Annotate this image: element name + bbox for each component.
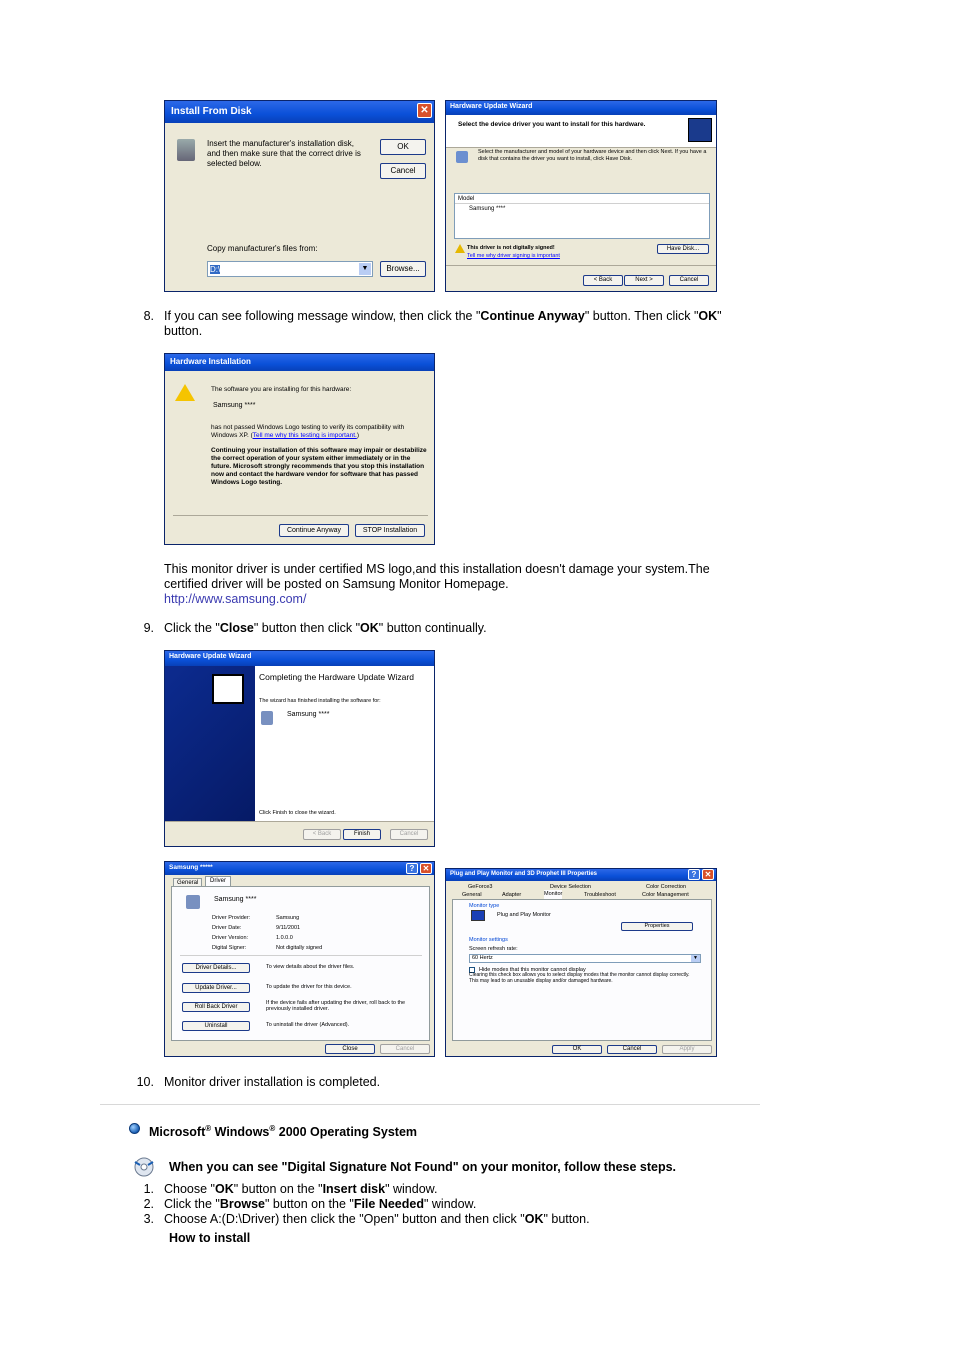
- step-text-part: " button on the ": [265, 1197, 354, 1211]
- step-text-bold: OK: [698, 309, 718, 323]
- hardware-installation-dialog: [164, 353, 435, 545]
- hide-modes-description: Clearing this check box allows you to select display modes that the monitor cannot display correctly. This may lead to an unusable display and/or damaged hardware.: [469, 972, 690, 984]
- stop-installation-button[interactable]: STOP Installation: [355, 524, 425, 537]
- section-title-part: 2000 Operating System: [275, 1125, 418, 1140]
- wizard-logo-icon: [212, 674, 244, 704]
- row-value: Samsung: [276, 915, 300, 921]
- wizard-description: Select the manufacturer and model of your hardware device and then click Next. If you have a disk that contains the driver you want to install, click Have Disk.: [478, 149, 707, 162]
- action-desc: To view details about the driver files.: [266, 964, 355, 970]
- monitor-settings-label: Monitor settings: [469, 937, 508, 943]
- wizard-title: Hardware Update Wizard: [169, 653, 252, 660]
- logo-testing-link[interactable]: Tell me why this testing is important.: [252, 432, 357, 439]
- dialog-title: Samsung *****: [169, 864, 213, 871]
- refresh-rate-label: Screen refresh rate:: [469, 946, 518, 952]
- copy-from-label: Copy manufacturer's files from:: [207, 244, 318, 253]
- monitor-icon: [471, 910, 485, 921]
- title-bar: [165, 354, 434, 371]
- action-desc: To uninstall the driver (Advanced).: [266, 1022, 350, 1028]
- monitor-icon: [186, 895, 200, 909]
- cancel-button[interactable]: Cancel: [380, 1044, 430, 1054]
- ok-button[interactable]: OK: [380, 139, 426, 155]
- update-driver-button[interactable]: Update Driver...: [182, 983, 250, 993]
- bold-warning: Continuing your installation of this software may impair or destabilize the correct operation of your system either immediately or in the future. Microsoft strongly recommends that you stop this installation now and contact the hardware vendor for software that has passed Windows Logo testing.: [211, 447, 427, 486]
- step-text-bold: OK: [524, 1212, 544, 1226]
- monitor-tab-panel: [452, 899, 712, 1041]
- step-number: 1.: [143, 1182, 154, 1196]
- cancel-button[interactable]: Cancel: [380, 163, 426, 179]
- tab-general[interactable]: General: [462, 892, 482, 898]
- wizard-title: Hardware Update Wizard: [450, 103, 533, 110]
- divider: [446, 147, 717, 148]
- driver-tab-panel: [171, 886, 430, 1041]
- dialog-title: Hardware Installation: [170, 357, 251, 366]
- completing-sub: The wizard has finished installing the software for:: [259, 698, 381, 704]
- step-text-bold: File Needed: [353, 1197, 424, 1211]
- device-name: Samsung ****: [213, 402, 256, 409]
- step-text-part: " window.: [423, 1197, 477, 1211]
- registered-mark: ®: [205, 1124, 212, 1133]
- row-label: Driver Provider:: [212, 915, 251, 921]
- certification-note: [164, 562, 784, 607]
- note-line: certified driver will be posted on Samsung Monitor Homepage.: [164, 577, 509, 591]
- dialog-title: Install From Disk: [171, 106, 252, 117]
- disk-icon: [177, 139, 195, 161]
- step-text: [164, 309, 764, 339]
- step-text: Monitor driver installation is completed.: [164, 1075, 381, 1089]
- tab-monitor[interactable]: Monitor: [544, 891, 563, 897]
- row-value: Not digitally signed: [276, 945, 323, 951]
- divider: [173, 515, 428, 516]
- hide-modes-label: Hide modes that this monitor cannot display: [479, 967, 586, 973]
- continue-anyway-button[interactable]: Continue Anyway: [279, 524, 349, 537]
- refresh-rate-value: 60 Hertz: [472, 955, 493, 961]
- step-text: [164, 1182, 437, 1197]
- step-text-part: Click the ": [164, 621, 220, 635]
- refresh-rate-select[interactable]: [469, 954, 701, 963]
- divider: [180, 955, 422, 956]
- row-label: Digital Signer:: [212, 945, 247, 951]
- section-divider: [100, 1104, 760, 1105]
- driver-signing-link[interactable]: Tell me why driver signing is important: [467, 253, 560, 259]
- step-text-part: button.: [164, 324, 203, 338]
- title-bar: [446, 869, 716, 881]
- step-text-bold: OK: [360, 621, 379, 635]
- tab-adapter[interactable]: Adapter: [502, 892, 522, 898]
- step-text-bold: Insert disk: [322, 1182, 386, 1196]
- step-text-part: " button. Then click ": [584, 309, 699, 323]
- action-desc: To update the driver for this device.: [266, 984, 352, 990]
- have-disk-button[interactable]: Have Disk...: [657, 244, 709, 254]
- step-text: [164, 621, 764, 636]
- finish-hint: Click Finish to close the wizard.: [259, 810, 336, 816]
- wizard-header-text: Select the device driver you want to install for this hardware.: [458, 121, 646, 128]
- section-title: [149, 1121, 417, 1140]
- title-bar: [165, 651, 434, 666]
- cancel-button[interactable]: Cancel: [390, 829, 428, 840]
- install-line1: The software you are installing for this hardware:: [211, 386, 352, 393]
- step-text-part: " button then click ": [253, 621, 361, 635]
- list-header-divider: [455, 203, 709, 204]
- title-bar: [165, 101, 434, 123]
- uninstall-button[interactable]: Uninstall: [182, 1021, 250, 1031]
- wizard-sidebar: [165, 666, 255, 821]
- dialog-title: Plug and Play Monitor and 3D Prophet III Properties: [450, 871, 598, 877]
- warning-icon: [455, 244, 465, 253]
- browse-button[interactable]: Browse...: [380, 261, 426, 277]
- step-text-part: " button continually.: [378, 621, 487, 635]
- close-icon[interactable]: ✕: [417, 103, 432, 118]
- step-text-part: " button on the ": [233, 1182, 323, 1196]
- divider: [446, 265, 717, 266]
- unsigned-warning: This driver is not digitally signed!: [467, 245, 555, 251]
- back-button[interactable]: < Back: [303, 829, 341, 840]
- row-value: 1.0.0.0: [276, 935, 293, 941]
- close-icon[interactable]: ✕: [702, 869, 714, 880]
- hardware-icon: [688, 118, 712, 142]
- step-text-part: ": [717, 309, 722, 323]
- title-bar: [165, 862, 434, 875]
- step-text-part: " button.: [543, 1212, 590, 1226]
- monitor-properties-dialog: [445, 868, 717, 1057]
- step-text-bold: OK: [215, 1182, 234, 1196]
- install-from-disk-dialog: [164, 100, 435, 292]
- cd-icon: [131, 1156, 157, 1178]
- completing-heading: Completing the Hardware Update Wizard: [259, 672, 414, 682]
- step-text-part: If you can see following message window, then click the ": [164, 309, 481, 323]
- step-number: 10.: [136, 1075, 154, 1089]
- driver-properties-dialog: [164, 861, 435, 1057]
- step-text-part: Choose A:(D:\Driver) then click the "Open" button and then click ": [164, 1212, 525, 1226]
- ok-button[interactable]: OK: [552, 1045, 602, 1054]
- tab-troubleshoot[interactable]: Troubleshoot: [584, 892, 616, 898]
- warning-icon: [175, 384, 195, 401]
- step-text-part: " window.: [385, 1182, 438, 1196]
- chevron-down-icon[interactable]: ▼: [691, 955, 700, 962]
- driver-details-button[interactable]: Driver Details...: [182, 963, 250, 973]
- note-line: This monitor driver is under certified MS logo,and this installation doesn't damage your system.The: [164, 562, 710, 576]
- tab-general[interactable]: General: [173, 878, 202, 889]
- row-label: Driver Date:: [212, 925, 242, 931]
- next-button[interactable]: Next >: [624, 275, 664, 286]
- finish-button[interactable]: Finish: [343, 829, 381, 840]
- insert-disk-message: Insert the manufacturer's installation disk, and then make sure that the correct drive is selected below.: [207, 139, 361, 168]
- hardware-update-wizard-select: [445, 100, 717, 292]
- help-icon[interactable]: ?: [406, 863, 418, 874]
- bullet-icon: [129, 1123, 140, 1134]
- tab-geforce3[interactable]: GeForce3: [468, 884, 493, 890]
- close-button[interactable]: Close: [325, 1044, 375, 1054]
- title-bar: [446, 101, 716, 115]
- back-button[interactable]: < Back: [583, 275, 623, 286]
- install-line2-end: ): [356, 432, 360, 439]
- monitor-icon: [261, 711, 273, 725]
- step-number: 8.: [143, 309, 154, 323]
- cancel-button[interactable]: Cancel: [669, 275, 709, 286]
- model-header: Model: [458, 196, 475, 202]
- install-line2-text: has not passed Windows Logo testing to verify its compatibility with Windows XP. (: [211, 424, 405, 439]
- how-to-install-heading: How to install: [169, 1231, 251, 1245]
- wizard-header: [446, 115, 717, 147]
- row-value: 9/11/2001: [276, 925, 301, 931]
- tab-device-selection[interactable]: Device Selection: [550, 884, 591, 890]
- monitor-name: Plug and Play Monitor: [497, 912, 551, 918]
- roll-back-driver-button[interactable]: Roll Back Driver: [182, 1002, 250, 1012]
- model-item[interactable]: Samsung ****: [469, 206, 506, 212]
- chevron-down-icon[interactable]: ▼: [359, 263, 371, 275]
- close-icon[interactable]: ✕: [420, 863, 432, 874]
- action-desc: If the device fails after updating the driver, roll back to the previously installed driver.: [266, 1000, 406, 1012]
- step-text: [164, 1212, 590, 1227]
- model-list[interactable]: [454, 193, 710, 239]
- tab-color-correction[interactable]: Color Correction: [646, 884, 687, 890]
- row-label: Driver Version:: [212, 935, 249, 941]
- step-number: 9.: [143, 621, 154, 635]
- step-text-bold: Continue Anyway: [480, 309, 585, 323]
- copy-from-field[interactable]: [207, 261, 373, 277]
- step-text-bold: Close: [219, 621, 254, 635]
- step-text-part: Choose ": [164, 1182, 215, 1196]
- device-name: Samsung ****: [214, 896, 257, 903]
- apply-button[interactable]: Apply: [662, 1045, 712, 1054]
- subsection-title: When you can see "Digital Signature Not Found" on your monitor, follow these steps.: [169, 1160, 677, 1174]
- tab-color-management[interactable]: Color Management: [642, 892, 689, 898]
- section-title-part: Microsoft: [149, 1125, 206, 1140]
- completing-wizard-dialog: [164, 650, 435, 847]
- monitor-icon: [456, 151, 468, 163]
- copy-from-value: D:\: [210, 265, 221, 274]
- step-number: 2.: [143, 1197, 154, 1211]
- step-number: 3.: [143, 1212, 154, 1226]
- properties-button[interactable]: Properties: [621, 922, 693, 931]
- registered-mark: ®: [269, 1124, 276, 1133]
- install-line2: [211, 424, 426, 440]
- monitor-type-label: Monitor type: [469, 903, 500, 909]
- device-name: Samsung ****: [287, 711, 330, 718]
- step-text-bold: Browse: [219, 1197, 265, 1211]
- help-icon[interactable]: ?: [688, 869, 700, 880]
- step-text-part: Click the ": [164, 1197, 220, 1211]
- tab-driver[interactable]: Driver: [205, 876, 231, 886]
- step-text: [164, 1197, 476, 1212]
- samsung-homepage-link[interactable]: http://www.samsung.com/: [164, 592, 307, 606]
- cancel-button[interactable]: Cancel: [607, 1045, 657, 1054]
- section-title-part: Windows: [211, 1125, 270, 1140]
